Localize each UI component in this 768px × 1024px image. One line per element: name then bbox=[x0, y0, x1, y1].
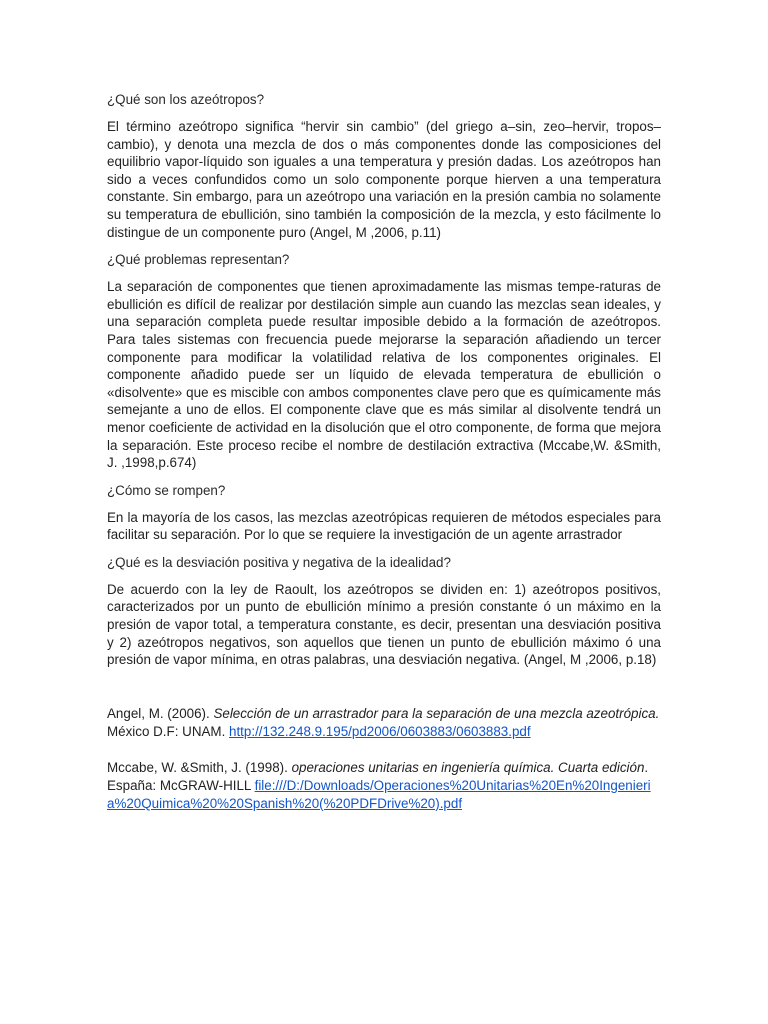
answer-paragraph: En la mayoría de los casos, las mezclas azeotrópicas requieren de métodos especiales para facilitar su separación. Por lo que se requiere la investigación de un agente arrastrador bbox=[107, 509, 661, 543]
reference-title: Selección de un arrastrador para la separación de una mezcla azeotrópica. bbox=[213, 705, 660, 721]
reference-authors: Angel, M. (2006). bbox=[107, 705, 214, 721]
references bbox=[107, 705, 661, 813]
answer-paragraph: El término azeótropo significa “hervir sin cambio” (del griego a–sin, zeo–hervir, tropos–cambio), y denota una mezcla de dos o más componentes donde las composiciones del equilibrio vapor-líquido son iguales a una temperatura y presión dadas. Los azeótropos han sido a veces confundidos como un solo componente porque hierven a una temperatura constante. Sin embargo, para un azeótropo una variación en la presión cambia no solamente su temperatura de ebullición, sino también la composición de la mezcla, y esto fácilmente lo distingue de un componente puro (Angel, M ,2006, p.11) bbox=[107, 119, 661, 240]
reference-title: operaciones unitarias en ingeniería química. Cuarta edición bbox=[291, 759, 645, 775]
reference-publisher: México D.F: UNAM. bbox=[107, 723, 230, 739]
document-page bbox=[107, 91, 661, 831]
question-heading: ¿Qué son los azeótropos? bbox=[107, 92, 265, 107]
reference-entry bbox=[107, 705, 661, 741]
question-heading: ¿Qué problemas representan? bbox=[107, 252, 290, 268]
answer-paragraph: De acuerdo con la ley de Raoult, los azeótropos se dividen en: 1) azeótropos positivos, caracterizados por un punto de ebullición mínimo a presión constante ó un máximo en la presión de vapor total, a temperatura constante, es decir, presentan una desviación positiva y 2) azeótropos negativos, son aquellos que tienen un punto de ebullición máximo ó una presión de vapor mínima, en otras palabras, una desviación negativa. (Angel, M ,2006, p.18) bbox=[107, 581, 661, 668]
answer-paragraph: La separación de componentes que tienen aproximadamente las mismas tempe-raturas de ebullición es difícil de realizar por destilación simple aun cuando las mezclas sean ideales, y una separación completa puede resultar imposible debido a la formación de azeótropos. Para tales sistemas con frecuencia puede mejorarse la separación añadiendo un tercer componente para modificar la volatilidad relativa de los componentes originales. El componente añadido puede ser un líquido de elevada temperatura de ebullición o «disolvente» que es miscible con ambos componentes clave pero que es químicamente más semejante a uno de ellos. El componente clave que es más similar al disolvente tendrá un menor coeficiente de actividad en la disolución que el otro componente, de forma que mejora la separación. Este proceso recibe el nombre de destilación extractiva (Mccabe,W. &Smith, J. ,1998,p.674) bbox=[107, 279, 661, 471]
reference-entry bbox=[107, 759, 661, 813]
question-heading: ¿Cómo se rompen? bbox=[107, 482, 226, 498]
reference-authors: Mccabe, W. &Smith, J. (1998). bbox=[107, 759, 292, 775]
reference-link[interactable]: http://132.248.9.195/pd2006/0603883/0603883.pdf bbox=[229, 723, 531, 739]
question-heading: ¿Qué es la desviación positiva y negativa de la idealidad? bbox=[107, 554, 451, 570]
reference-publisher: . España: McGRAW-HILL bbox=[107, 759, 649, 793]
reference-link[interactable]: file:///D:/Downloads/Operaciones%20Unitarias%20En%20Ingenieria%20Quimica%20%20Spanish%20(%20PDFDrive%20).pdf bbox=[107, 777, 651, 811]
